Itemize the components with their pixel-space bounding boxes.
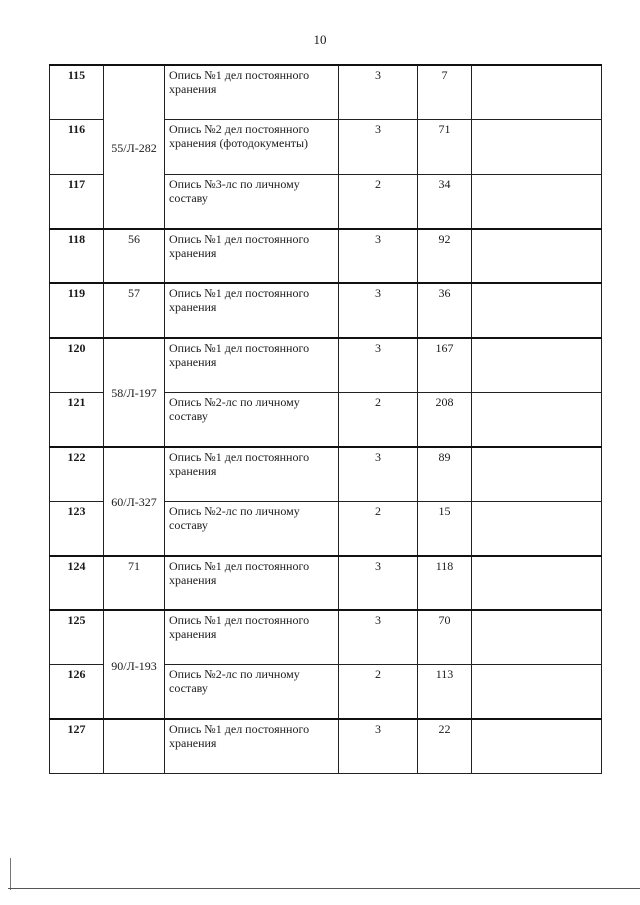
file-count: 15 xyxy=(418,501,472,556)
file-count: 36 xyxy=(418,283,472,338)
notes-cell xyxy=(472,610,602,665)
file-count: 167 xyxy=(418,338,472,393)
file-count: 113 xyxy=(418,665,472,720)
inventory-count: 3 xyxy=(339,719,418,774)
file-count: 92 xyxy=(418,229,472,284)
inventory-count: 3 xyxy=(339,229,418,284)
inventory-description: Опись №1 дел постоянного хранения xyxy=(165,65,339,120)
inventory-count: 3 xyxy=(339,120,418,175)
inventory-description: Опись №1 дел постоянного хранения xyxy=(165,283,339,338)
inventory-count: 3 xyxy=(339,556,418,611)
row-number: 125 xyxy=(50,610,104,665)
notes-cell xyxy=(472,65,602,120)
table-row xyxy=(50,65,602,120)
table-row xyxy=(50,447,602,502)
fund-number: 57 xyxy=(104,283,165,338)
table-row xyxy=(50,283,602,338)
inventory-count: 2 xyxy=(339,174,418,229)
inventory-count: 2 xyxy=(339,665,418,720)
scan-edge-mark xyxy=(10,858,11,890)
file-count: 89 xyxy=(418,447,472,502)
fund-number: 90/Л-193 xyxy=(104,610,165,719)
inventory-description: Опись №1 дел постоянного хранения xyxy=(165,610,339,665)
inventory-description: Опись №1 дел постоянного хранения xyxy=(165,447,339,502)
notes-cell xyxy=(472,447,602,502)
row-number: 117 xyxy=(50,174,104,229)
fund-number: 56 xyxy=(104,229,165,284)
row-number: 124 xyxy=(50,556,104,611)
row-number: 120 xyxy=(50,338,104,393)
inventory-count: 2 xyxy=(339,392,418,447)
page-number: 10 xyxy=(313,32,327,47)
row-number: 126 xyxy=(50,665,104,720)
file-count: 22 xyxy=(418,719,472,774)
notes-cell xyxy=(472,392,602,447)
file-count: 71 xyxy=(418,120,472,175)
file-count: 118 xyxy=(418,556,472,611)
notes-cell xyxy=(472,338,602,393)
scan-bottom-line xyxy=(8,888,640,889)
file-count: 34 xyxy=(418,174,472,229)
row-number: 121 xyxy=(50,392,104,447)
fund-number: 71 xyxy=(104,556,165,611)
inventory-count: 3 xyxy=(339,65,418,120)
row-number: 118 xyxy=(50,229,104,284)
row-number: 115 xyxy=(50,65,104,120)
table-body xyxy=(50,65,602,774)
fund-number: 58/Л-197 xyxy=(104,338,165,447)
notes-cell xyxy=(472,556,602,611)
inventory-count: 2 xyxy=(339,501,418,556)
file-count: 7 xyxy=(418,65,472,120)
notes-cell xyxy=(472,174,602,229)
inventory-description: Опись №2 дел постоянного хранения (фотодокументы) xyxy=(165,120,339,175)
inventory-description: Опись №1 дел постоянного хранения xyxy=(165,338,339,393)
table-row xyxy=(50,556,602,611)
notes-cell xyxy=(472,283,602,338)
fund-number: 55/Л-282 xyxy=(104,65,165,229)
fund-number xyxy=(104,719,165,774)
inventory-description: Опись №1 дел постоянного хранения xyxy=(165,229,339,284)
archive-fund-table xyxy=(49,64,602,774)
row-number: 122 xyxy=(50,447,104,502)
notes-cell xyxy=(472,719,602,774)
row-number: 127 xyxy=(50,719,104,774)
notes-cell xyxy=(472,229,602,284)
inventory-count: 3 xyxy=(339,283,418,338)
inventory-description: Опись №1 дел постоянного хранения xyxy=(165,556,339,611)
table-row xyxy=(50,610,602,665)
fund-number: 60/Л-327 xyxy=(104,447,165,556)
table-row xyxy=(50,229,602,284)
file-count: 208 xyxy=(418,392,472,447)
file-count: 70 xyxy=(418,610,472,665)
inventory-description: Опись №2-лс по личному составу xyxy=(165,665,339,720)
table-row xyxy=(50,338,602,393)
inventory-count: 3 xyxy=(339,610,418,665)
notes-cell xyxy=(472,665,602,720)
table-row xyxy=(50,719,602,774)
inventory-count: 3 xyxy=(339,338,418,393)
inventory-description: Опись №3-лс по личному составу xyxy=(165,174,339,229)
row-number: 116 xyxy=(50,120,104,175)
inventory-description: Опись №2-лс по личному составу xyxy=(165,501,339,556)
notes-cell xyxy=(472,501,602,556)
inventory-description: Опись №1 дел постоянного хранения xyxy=(165,719,339,774)
inventory-description: Опись №2-лс по личному составу xyxy=(165,392,339,447)
row-number: 119 xyxy=(50,283,104,338)
inventory-count: 3 xyxy=(339,447,418,502)
notes-cell xyxy=(472,120,602,175)
row-number: 123 xyxy=(50,501,104,556)
